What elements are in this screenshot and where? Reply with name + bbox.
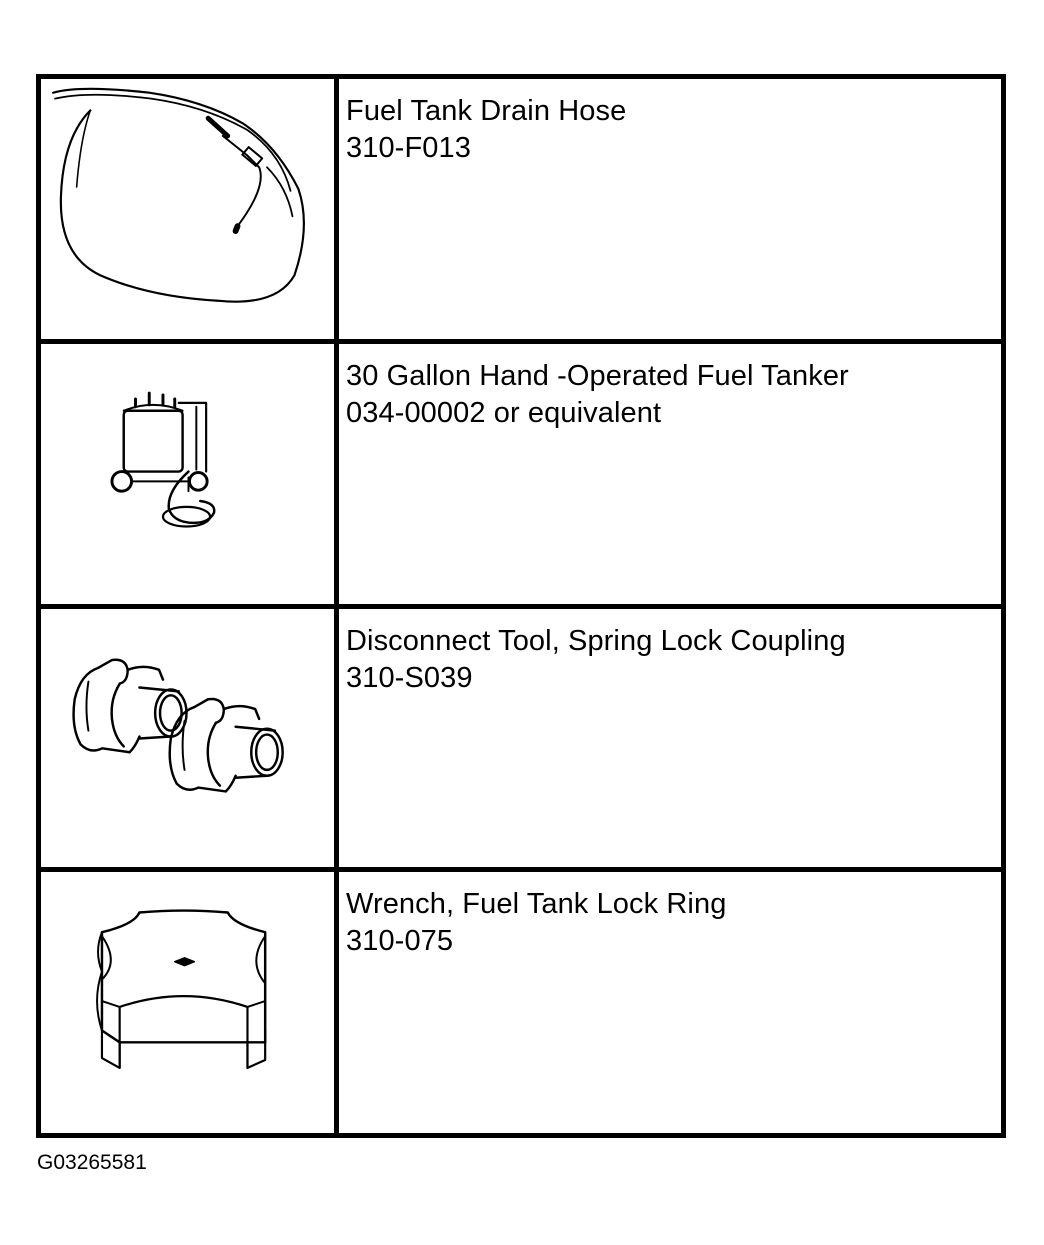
tool-name: Disconnect Tool, Spring Lock Coupling	[346, 625, 846, 657]
tool-text-cell	[339, 79, 1001, 344]
tool-name: Wrench, Fuel Tank Lock Ring	[346, 888, 727, 920]
tool-name: 30 Gallon Hand -Operated Fuel Tanker	[346, 360, 849, 392]
tool-image-cell	[41, 609, 339, 872]
tool-text-cell	[339, 609, 1001, 872]
tool-number: 310-F013	[346, 132, 471, 164]
tool-image-cell	[41, 872, 339, 1133]
tool-number: 310-075	[346, 925, 454, 957]
tool-number: 310-S039	[346, 662, 473, 694]
tool-name: Fuel Tank Drain Hose	[346, 95, 627, 127]
tool-image-cell	[41, 79, 339, 344]
spring-lock-disconnect-tool-icon	[41, 609, 334, 867]
tool-text-cell	[339, 872, 1001, 1133]
figure-id: G03265581	[37, 1151, 147, 1174]
tool-text-cell	[339, 344, 1001, 609]
fuel-tanker-icon	[41, 344, 334, 604]
lock-ring-wrench-icon	[41, 872, 334, 1133]
fuel-tank-drain-hose-icon	[41, 79, 334, 339]
tool-image-cell	[41, 344, 339, 609]
special-tools-table	[36, 74, 1006, 1138]
tool-number: 034-00002 or equivalent	[346, 397, 662, 429]
